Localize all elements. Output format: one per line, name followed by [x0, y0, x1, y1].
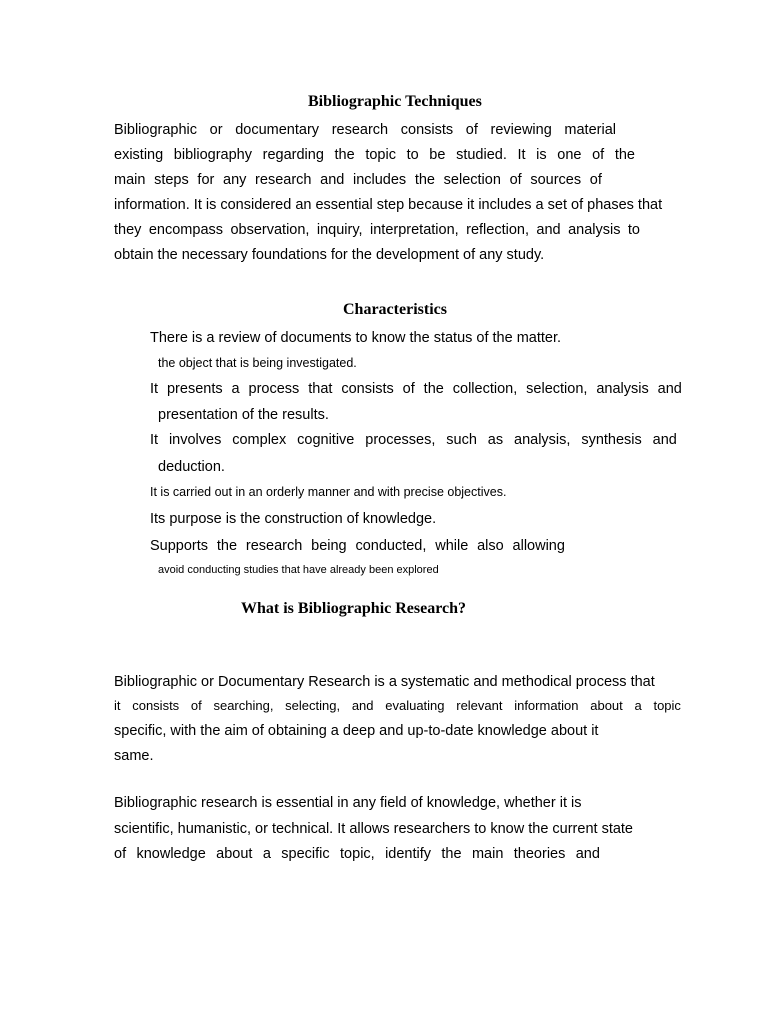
word: evaluating: [385, 698, 445, 713]
bullet-5-text: Its purpose is the construction of knowledge.: [150, 511, 437, 527]
word: bibliography: [173, 147, 252, 163]
word: Bibliographic: [114, 122, 198, 138]
word: reflection,: [466, 222, 529, 238]
word: for: [197, 172, 215, 188]
word: includes: [352, 172, 407, 188]
word: existing: [114, 147, 164, 163]
bullet-4-text: It is carried out in an orderly manner and with precise objectives.: [150, 485, 507, 499]
word: a: [231, 381, 240, 397]
bullet-4: [137, 482, 506, 502]
word: of: [114, 846, 127, 862]
word: and: [652, 432, 677, 448]
bullet-glyph: [137, 430, 150, 450]
intro-line-5: [114, 220, 640, 240]
bullet-1: [137, 328, 561, 348]
word: about: [590, 698, 623, 713]
word: inquiry,: [316, 222, 363, 238]
intro-line-1: [114, 120, 616, 140]
word: allowing: [512, 538, 565, 554]
word: knowledge: [136, 846, 206, 862]
word: theories: [513, 846, 566, 862]
intro-line-6: obtain the necessary foundations for the development of any study.: [114, 247, 545, 263]
word: It: [150, 432, 159, 448]
word: encompass: [148, 222, 224, 238]
word: it: [114, 698, 121, 713]
word: cognitive: [297, 432, 355, 448]
word: consists: [132, 698, 180, 713]
bullet-6-text: [150, 536, 565, 556]
word: collection,: [452, 381, 518, 397]
intro-line-3-text: [114, 170, 602, 190]
bullet-glyph: [137, 536, 150, 556]
word: any: [223, 172, 247, 188]
word: synthesis: [581, 432, 642, 448]
word: is: [536, 147, 547, 163]
word: documentary: [235, 122, 320, 138]
bullet-3-row: [137, 430, 677, 450]
word: specific: [281, 846, 330, 862]
para1-line-3: specific, with the aim of obtaining a deep and up-to-date knowledge about it: [114, 723, 599, 739]
word: and: [351, 698, 374, 713]
word: of: [190, 698, 202, 713]
heading-bibliographic-techniques: Bibliographic Techniques: [308, 93, 482, 110]
bullet-2-text: [150, 379, 682, 399]
bullet-glyph: [137, 379, 150, 399]
word: main: [471, 846, 504, 862]
word: analysis,: [514, 432, 571, 448]
word: steps: [154, 172, 189, 188]
para2-line-3-text: [114, 844, 600, 864]
word: identify: [385, 846, 432, 862]
bullet-2-row: [137, 379, 682, 399]
word: research: [331, 122, 389, 138]
word: and: [575, 846, 600, 862]
word: of: [509, 172, 522, 188]
para2-line-1: Bibliographic research is essential in any field of knowledge, whether it is: [114, 795, 582, 811]
word: the: [216, 538, 238, 554]
bullet-1-text: There is a review of documents to know the status of the matter.: [150, 330, 562, 346]
bullet-5: [137, 509, 436, 529]
bullet-2: [137, 379, 682, 399]
word: be: [429, 147, 446, 163]
heading-characteristics: Characteristics: [343, 301, 447, 318]
word: and: [320, 172, 345, 188]
intro-line-2: [114, 145, 635, 165]
word: consists: [400, 122, 454, 138]
bullet-1-continuation: the object that is being investigated.: [158, 356, 357, 370]
word: such: [446, 432, 477, 448]
word: being: [311, 538, 347, 554]
word: the: [614, 147, 635, 163]
word: they: [114, 222, 142, 238]
word: about: [216, 846, 253, 862]
word: conducted,: [355, 538, 427, 554]
word: sources: [530, 172, 582, 188]
word: main: [114, 172, 146, 188]
intro-line-4: information. It is considered an essential step because it includes a set of phases that: [114, 197, 663, 213]
intro-line-5-text: [114, 220, 640, 240]
word: that: [308, 381, 333, 397]
word: a: [634, 698, 642, 713]
word: research: [255, 172, 312, 188]
word: of: [589, 172, 602, 188]
word: processes,: [365, 432, 436, 448]
word: of: [465, 122, 478, 138]
word: topic,: [340, 846, 375, 862]
para2-line-3: [114, 844, 600, 864]
word: as: [487, 432, 504, 448]
word: studied.: [456, 147, 507, 163]
word: and: [536, 222, 561, 238]
bullet-3: [137, 430, 677, 450]
para1-line-2-text: [114, 696, 681, 716]
word: It: [517, 147, 526, 163]
word: consists: [341, 381, 394, 397]
para1-line-1: Bibliographic or Documentary Research is a systematic and methodical process that: [114, 674, 655, 690]
word: to: [406, 147, 419, 163]
word: selecting,: [285, 698, 341, 713]
word: the: [423, 381, 444, 397]
word: the: [414, 172, 436, 188]
para2-line-2: scientific, humanistic, or technical. It allows researchers to know the current state: [114, 821, 633, 837]
word: Supports: [150, 538, 209, 554]
word: topic: [653, 698, 681, 713]
bullet-3-continuation: deduction.: [158, 459, 225, 475]
word: presents: [166, 381, 223, 397]
word: selection: [443, 172, 501, 188]
bullet-6-continuation: avoid conducting studies that have already been explored: [158, 564, 439, 576]
bullet-6: [137, 536, 565, 556]
heading-what-is-bibliographic-research: What is Bibliographic Research?: [241, 600, 467, 617]
word: also: [477, 538, 504, 554]
word: analysis: [596, 381, 649, 397]
word: to: [627, 222, 640, 238]
word: It: [150, 381, 159, 397]
word: while: [435, 538, 469, 554]
word: observation,: [230, 222, 310, 238]
word: analysis: [568, 222, 621, 238]
word: complex: [232, 432, 287, 448]
para1-line-4: same.: [114, 748, 154, 764]
word: and: [657, 381, 682, 397]
bullet-2-continuation: presentation of the results.: [158, 407, 329, 423]
word: process: [248, 381, 300, 397]
word: reviewing: [490, 122, 552, 138]
word: or: [209, 122, 223, 138]
word: relevant: [456, 698, 503, 713]
word: topic: [365, 147, 396, 163]
word: the: [441, 846, 462, 862]
word: interpretation,: [370, 222, 459, 238]
word: searching,: [213, 698, 274, 713]
word: material: [564, 122, 616, 138]
word: the: [334, 147, 355, 163]
para1-line-2: [114, 696, 681, 716]
word: research: [245, 538, 303, 554]
bullet-3-text: [150, 430, 677, 450]
intro-line-3: [114, 170, 602, 190]
word: one: [557, 147, 582, 163]
intro-line-2-text: [114, 145, 635, 165]
word: information: [514, 698, 579, 713]
word: selection,: [526, 381, 588, 397]
intro-line-1-text: [114, 120, 616, 140]
word: regarding: [262, 147, 324, 163]
word: a: [262, 846, 271, 862]
word: of: [402, 381, 415, 397]
word: of: [592, 147, 605, 163]
word: involves: [168, 432, 222, 448]
bullet-6-row: [137, 536, 565, 556]
